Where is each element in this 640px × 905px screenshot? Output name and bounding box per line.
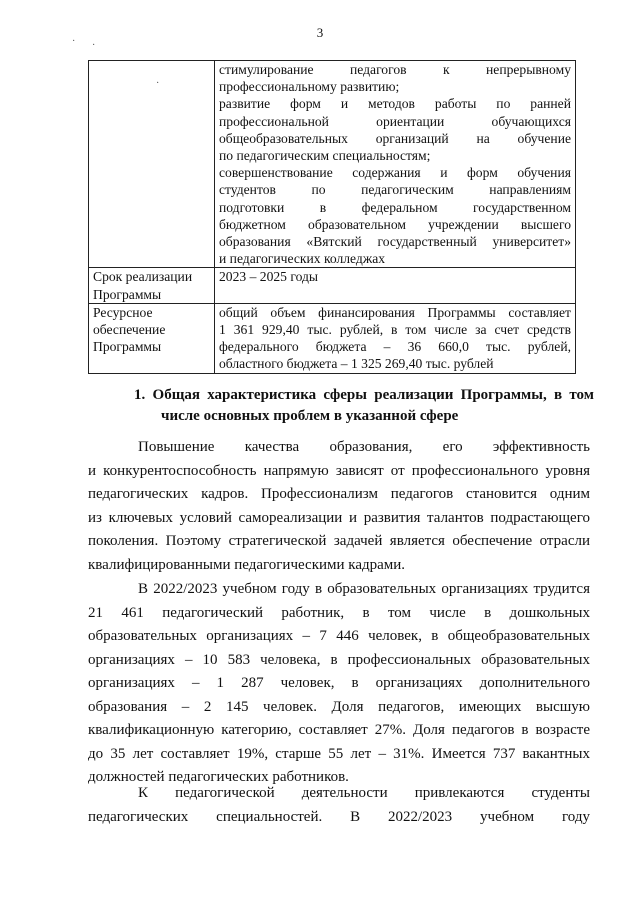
text-line: К педагогической деятельности привлекаются студенты (138, 785, 590, 801)
text-line: из ключевых условий самореализации и развития талантов подрастающего (88, 509, 590, 526)
scan-speck: · (156, 78, 160, 89)
text-line: организациях – 10 583 человека, в профессиональных образовательных (88, 651, 590, 668)
text-line: образования «Вятский государственный университет» (219, 234, 571, 250)
text-line: студентов по педагогическим направлениям (219, 182, 571, 198)
text-line: до 35 лет составляет 19%, старше 55 лет – 31%. Имеется 737 вакантных (88, 745, 590, 762)
text-line: Повышение качества образования, его эффективность (138, 439, 590, 455)
section-heading (134, 385, 594, 427)
text-line: Программы (93, 339, 162, 355)
text-line: стимулирование педагогов к непрерывному (219, 62, 571, 77)
table-label-cell (89, 61, 215, 268)
text-line: квалификационную категорию, составляет 27%. Доля педагогов в возрасте (88, 722, 590, 738)
text-line: общий объем финансирования Программы составляет (219, 304, 571, 320)
text-line: областного бюджета – 1 325 269,40 тыс. рублей (219, 356, 494, 372)
text-line: образовательных организациях – 7 446 человек, в общеобразовательных (88, 628, 590, 644)
text-line: квалифицированными педагогическими кадрами. (88, 556, 406, 573)
paragraph-2 (88, 578, 590, 790)
scan-speck: · (72, 36, 76, 47)
text-line: педагогических кадров. Профессионализм педагогов становится одним (88, 486, 590, 502)
text-line: поколения. Поэтому стратегической задачей является обеспечение отрасли (88, 533, 590, 549)
text-line: 2023 – 2025 годы (219, 269, 319, 285)
page-number: 3 (316, 25, 324, 40)
table-label-cell (89, 303, 215, 373)
text-line: В 2022/2023 учебном году в образовательных организациях трудится (138, 581, 590, 597)
text-line: профессиональной ориентации обучающихся (219, 113, 571, 129)
program-passport-table (88, 60, 576, 374)
table-row (89, 61, 576, 268)
text-line: и педагогических колледжах (219, 251, 386, 267)
text-line: Программы (93, 286, 162, 302)
text-line: числе основных проблем в указанной сфере (161, 408, 459, 424)
text-line: федерального бюджета – 36 660,0 тыс. рублей, (219, 339, 571, 355)
table-value-cell (215, 61, 576, 268)
text-line: образования – 2 145 человек. Доля педагогов, имеющих высшую (88, 698, 590, 715)
text-line: 1. Общая характеристика сферы реализации Программы, в том (134, 387, 594, 403)
text-line: педагогических специальностей. В 2022/2023 учебном году (88, 808, 590, 825)
text-line: должностей педагогических работников. (88, 769, 349, 785)
text-line: совершенствование содержания и форм обучения (219, 165, 571, 181)
text-line: организациях – 1 287 человек, в организациях дополнительного (88, 675, 590, 691)
table-label-cell (89, 268, 215, 303)
text-line: обеспечение (93, 322, 166, 338)
table-row (89, 303, 576, 373)
text-line: профессиональному развитию; (219, 79, 400, 95)
table-row (89, 268, 576, 303)
text-line: развитие форм и методов работы по ранней (219, 96, 571, 112)
text-line: бюджетном образовательном учреждении высшего (219, 216, 571, 232)
text-line: 1 361 929,40 тыс. рублей, в том числе за счет средств (219, 322, 571, 338)
scan-speck: · (92, 40, 96, 51)
paragraph-3 (88, 782, 590, 829)
paragraph-1 (88, 436, 590, 577)
table-value-cell (215, 268, 576, 303)
text-line: общеобразовательных организаций на обучение (219, 130, 571, 146)
text-line: подготовки в федеральном государственном (219, 199, 571, 215)
text-line: Срок реализации (93, 269, 193, 285)
text-line: 21 461 педагогический работник, в том числе в дошкольных (88, 604, 590, 621)
text-line: по педагогическим специальностям; (219, 148, 431, 164)
text-line: Ресурсное (93, 304, 153, 320)
text-line: и конкурентоспособность напрямую зависят от профессионального уровня (88, 462, 590, 479)
table-value-cell (215, 303, 576, 373)
